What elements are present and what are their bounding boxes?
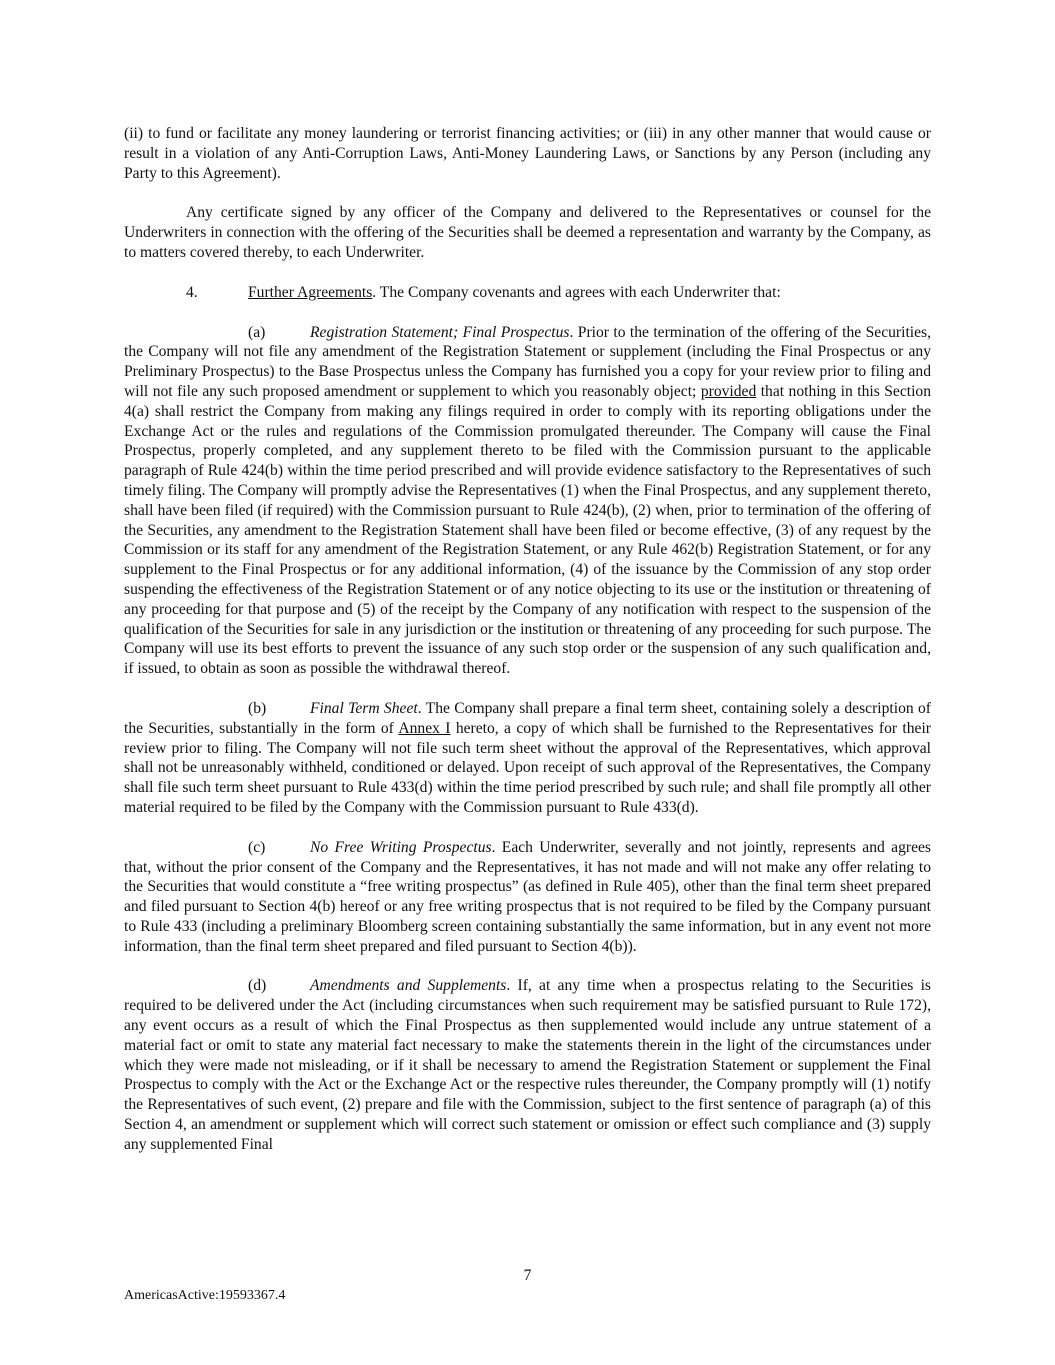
clause-c-title: No Free Writing Prospectus: [310, 838, 492, 856]
clause-d-label: (d): [248, 977, 267, 995]
paragraph-certificate: Any certificate signed by any officer of the Company and delivered to the Representatives or counsel for the Underwriters in connection with the offering of the Securities shall be deemed a representation and warranty by the Company, as to matters covered thereby, to each Underwriter.: [124, 204, 931, 261]
clause-c-label: (c): [248, 838, 266, 856]
clause-d-title: Amendments and Supplements: [310, 977, 507, 995]
clause-a-text-1: . Prior to the termination of the offering of the Securities, the Company will not file any amendment of the Registration Statement or supplement (including the Final Prospectus or any Preliminary Prospectus) to the Base Prospectus unless the Company has furnished you a copy for your review prior to filing and will not file any such proposed amendment or supplement to which you reasonably object;: [124, 323, 931, 400]
section-title: Further Agreements: [248, 283, 373, 301]
clause-b: [124, 699, 931, 818]
page-number: 7: [523, 1267, 532, 1284]
clause-c: [124, 838, 931, 957]
clause-b-title: Final Term Sheet: [310, 699, 418, 717]
section-intro-text: . The Company covenants and agrees with each Underwriter that:: [372, 283, 781, 301]
paragraph-intro: (ii) to fund or facilitate any money laundering or terrorist financing activities; or (iii) in any other manner that would cause or result in a violation of any Anti-Corruption Laws, Anti-Money Laundering Laws, or Sanctions by any Person (including any Party to this Agreement).: [124, 125, 931, 182]
clause-c-text: . Each Underwriter, severally and not jointly, represents and agrees that, without the prior consent of the Company and the Representatives, it has not made and will not make any offer relating to the Securities that would constitute a “free writing prospectus” (as defined in Rule 405), other than the final term sheet prepared and filed pursuant to Section 4(b) hereof or any free writing prospectus that is not required to be filed by the Company pursuant to Rule 433 (including a preliminary Bloomberg screen containing substantially the same information, but in any event not more information, than the final term sheet prepared and filed pursuant to Section 4(b)).: [124, 838, 931, 955]
clause-d: [124, 976, 931, 1154]
clause-a-text-2: that nothing in this Section 4(a) shall restrict the Company from making any filings required in order to comply with its reporting obligations under the Exchange Act or the rules and regulations of the Commission promulgated thereunder. The Company will cause the Final Prospectus, properly completed, and any supplement thereto to be filed with the Commission pursuant to the applicable paragraph of Rule 424(b) within the time period prescribed and will provide evidence satisfactory to the Representatives of such timely filing. The Company will promptly advise the Representatives (1) when the Final Prospectus, and any supplement thereto, shall have been filed (if required) with the Commission pursuant to Rule 424(b), (2) when, prior to termination of the offering of the Securities, any amendment to the Registration Statement shall have been filed or become effective, (3) of any request by the Commission or its staff for any amendment of the Registration Statement, or any Rule 462(b) Registration Statement, or for any supplement to the Final Prospectus or for any additional information, (4) of the issuance by the Commission of any stop order suspending the effectiveness of the Registration Statement or of any notice objecting to its use or the institution or threatening of any proceeding for that purpose and (5) of the receipt by the Company of any notification with respect to the suspension of the qualification of the Securities for sale in any jurisdiction or the institution or threatening of any proceeding for such purpose. The Company will use its best efforts to prevent the issuance of any such stop order or the suspension of any such qualification and, if issued, to obtain as soon as possible the withdrawal thereof.: [124, 382, 931, 678]
clause-d-text: . If, at any time when a prospectus relating to the Securities is required to be delivered under the Act (including circumstances when such requirement may be satisfied pursuant to Rule 172), any event occurs as a result of which the Final Prospectus as then supplemented would include any untrue statement of a material fact or omit to state any material fact necessary to make the statements therein in the light of the circumstances under which they were made not misleading, or if it shall be necessary to amend the Registration Statement or supplement the Final Prospectus to comply with the Act or the Exchange Act or the respective rules thereunder, the Company promptly will (1) notify the Representatives of such event, (2) prepare and file with the Commission, subject to the first sentence of paragraph (a) of this Section 4, an amendment or supplement which will correct such statement or omission or effect such compliance and (3) supply any supplemented Final: [124, 977, 931, 1153]
annex-reference: Annex I: [398, 719, 451, 737]
document-body: [124, 124, 931, 1155]
clause-a-label: (a): [248, 323, 266, 341]
clause-a-provided: provided: [700, 382, 757, 400]
clause-b-text-1: . The Company shall prepare a final term sheet, containing solely a description of the Securities, substantially in the form of: [124, 699, 931, 737]
document-id-footer: AmericasActive:19593367.4: [124, 1288, 286, 1303]
clause-a: [124, 323, 931, 679]
clause-b-label: (b): [248, 699, 267, 717]
section-number: 4.: [186, 283, 198, 301]
section-4-heading: [124, 283, 931, 303]
clause-a-title: Registration Statement; Final Prospectus: [310, 323, 570, 341]
clause-b-text-2: hereto, a copy of which shall be furnished to the Representatives for their review prior to filing. The Company will not file such term sheet without the approval of the Representatives, which approval shall not be unreasonably withheld, conditioned or delayed. Upon receipt of such approval of the Representatives, the Company shall file such term sheet pursuant to Rule 433(d) within the time period prescribed by such rule; and shall file promptly all other material required to be filed by the Company with the Commission pursuant to Rule 433(d).: [124, 719, 931, 816]
